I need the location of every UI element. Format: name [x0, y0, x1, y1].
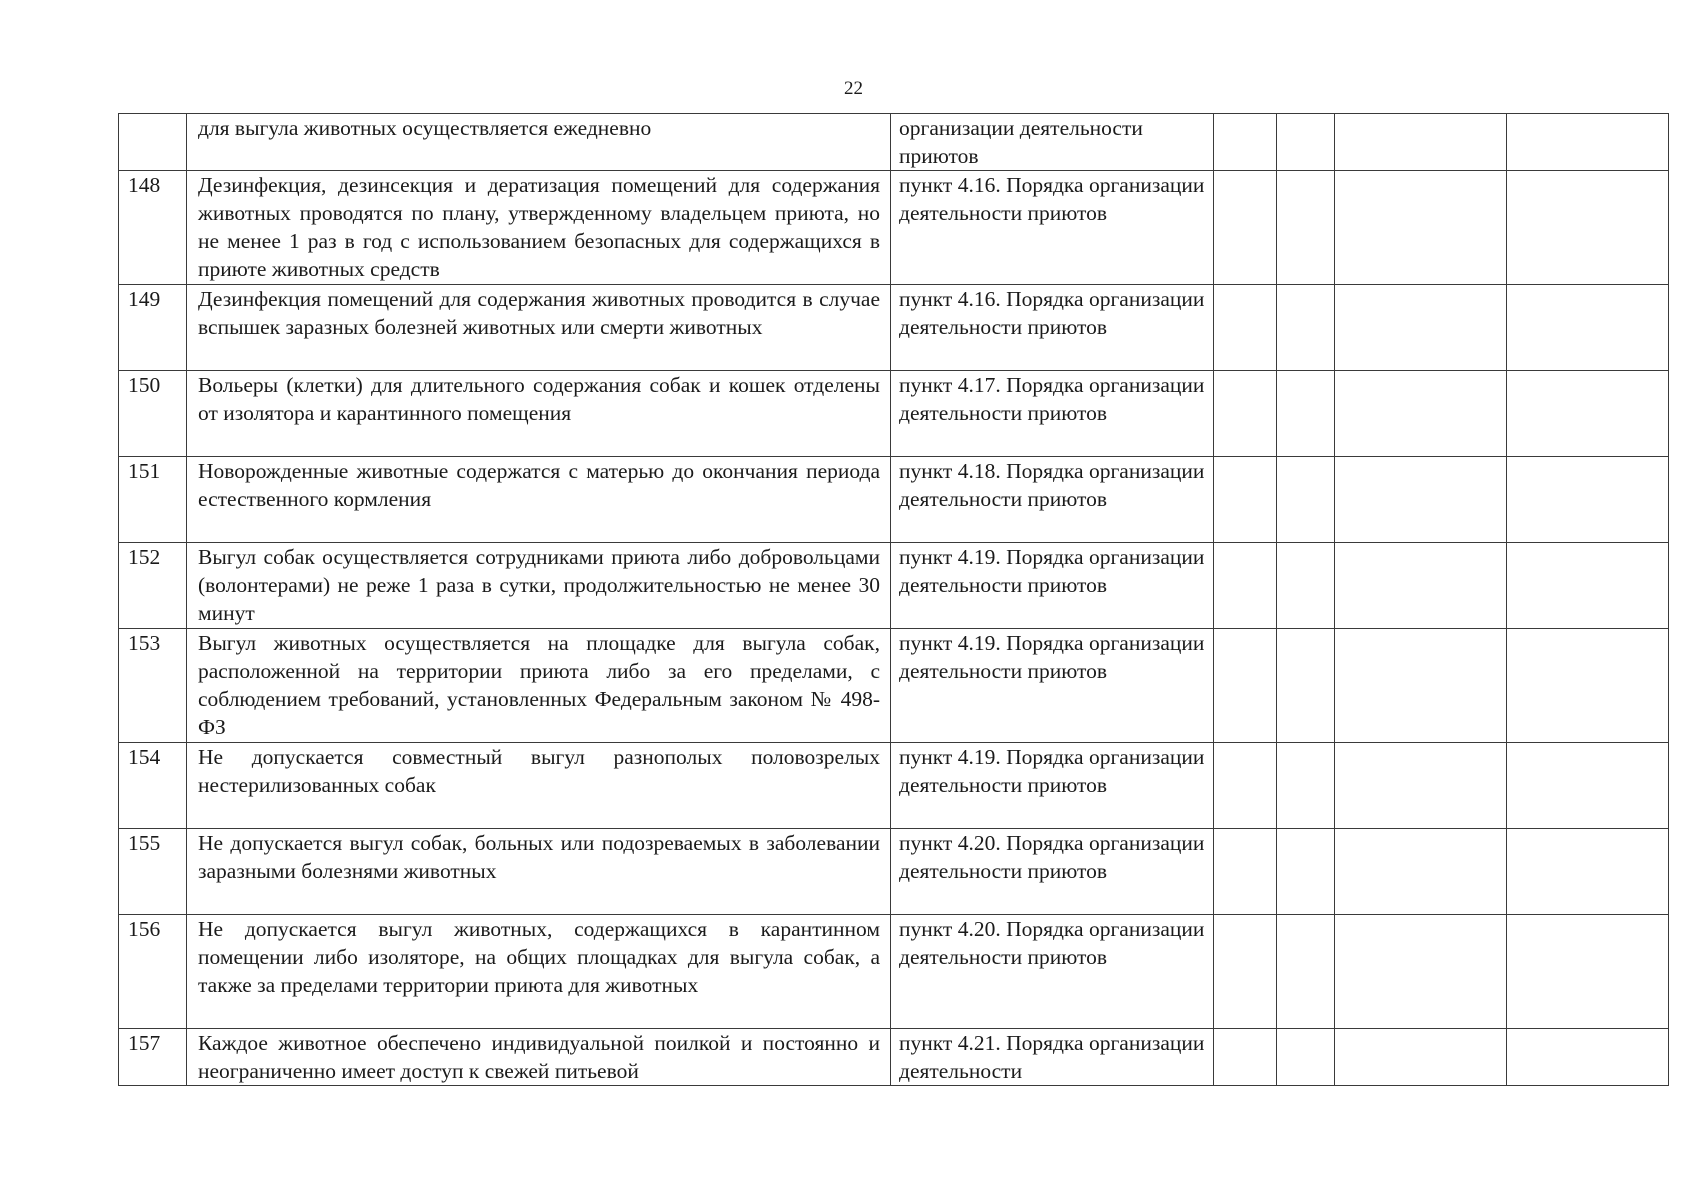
- empty-cell: [1335, 1029, 1507, 1086]
- row-number: 157: [119, 1029, 187, 1086]
- empty-cell: [1335, 743, 1507, 829]
- table-row: [119, 171, 1669, 285]
- empty-cell: [1277, 371, 1335, 457]
- empty-cell: [1335, 829, 1507, 915]
- legal-reference: пункт 4.19. Порядка организации деятельности приютов: [891, 629, 1214, 743]
- requirement-text: Не допускается выгул собак, больных или подозреваемых в заболевании заразными болезнями животных: [187, 829, 891, 915]
- empty-cell: [1507, 1029, 1669, 1086]
- row-number: 150: [119, 371, 187, 457]
- empty-cell: [1214, 629, 1277, 743]
- table-row: [119, 543, 1669, 629]
- empty-cell: [1277, 114, 1335, 171]
- empty-cell: [1214, 1029, 1277, 1086]
- requirement-text: Выгул животных осуществляется на площадке для выгула собак, расположенной на территории приюта либо за его пределами, с соблюдением требований, установленных Федеральным законом № 498-ФЗ: [187, 629, 891, 743]
- table-row: [119, 743, 1669, 829]
- empty-cell: [1507, 743, 1669, 829]
- requirement-text: для выгула животных осуществляется ежедневно: [187, 114, 891, 171]
- requirement-text: Не допускается выгул животных, содержащихся в карантинном помещении либо изоляторе, на общих площадках для выгула собак, а также за пределами территории приюта для животных: [187, 915, 891, 1029]
- empty-cell: [1214, 915, 1277, 1029]
- empty-cell: [1277, 171, 1335, 285]
- empty-cell: [1507, 114, 1669, 171]
- table-row: [119, 457, 1669, 543]
- empty-cell: [1277, 629, 1335, 743]
- row-number: 153: [119, 629, 187, 743]
- empty-cell: [1335, 629, 1507, 743]
- table-row: [119, 114, 1669, 171]
- legal-reference: пункт 4.20. Порядка организации деятельности приютов: [891, 829, 1214, 915]
- empty-cell: [1277, 743, 1335, 829]
- empty-cell: [1214, 371, 1277, 457]
- row-number: 151: [119, 457, 187, 543]
- empty-cell: [1335, 114, 1507, 171]
- empty-cell: [1335, 285, 1507, 371]
- row-number: 149: [119, 285, 187, 371]
- legal-reference: пункт 4.21. Порядка организации деятельности: [891, 1029, 1214, 1086]
- empty-cell: [1507, 629, 1669, 743]
- empty-cell: [1507, 285, 1669, 371]
- empty-cell: [1507, 543, 1669, 629]
- requirement-text: Каждое животное обеспечено индивидуальной поилкой и постоянно и неограниченно имеет доступ к свежей питьевой: [187, 1029, 891, 1086]
- empty-cell: [1277, 285, 1335, 371]
- empty-cell: [1507, 171, 1669, 285]
- table-row: [119, 629, 1669, 743]
- empty-cell: [1214, 171, 1277, 285]
- legal-reference: пункт 4.18. Порядка организации деятельности приютов: [891, 457, 1214, 543]
- legal-reference: пункт 4.20. Порядка организации деятельности приютов: [891, 915, 1214, 1029]
- empty-cell: [1507, 915, 1669, 1029]
- table-row: [119, 829, 1669, 915]
- empty-cell: [1277, 457, 1335, 543]
- empty-cell: [1335, 915, 1507, 1029]
- table-row: [119, 915, 1669, 1029]
- empty-cell: [1214, 543, 1277, 629]
- requirement-text: Не допускается совместный выгул разнополых половозрелых нестерилизованных собак: [187, 743, 891, 829]
- empty-cell: [1277, 1029, 1335, 1086]
- legal-reference: организации деятельности приютов: [891, 114, 1214, 171]
- row-number: 156: [119, 915, 187, 1029]
- legal-reference: пункт 4.16. Порядка организации деятельности приютов: [891, 171, 1214, 285]
- legal-reference: пункт 4.17. Порядка организации деятельности приютов: [891, 371, 1214, 457]
- requirement-text: Дезинфекция, дезинсекция и дератизация помещений для содержания животных проводятся по плану, утвержденному владельцем приюта, но не менее 1 раз в год с использованием безопасных для содержащихся в приюте животных средств: [187, 171, 891, 285]
- empty-cell: [1214, 285, 1277, 371]
- checklist-table: [118, 113, 1669, 1086]
- empty-cell: [1277, 829, 1335, 915]
- requirement-text: Дезинфекция помещений для содержания животных проводится в случае вспышек заразных болезней животных или смерти животных: [187, 285, 891, 371]
- table-row: [119, 1029, 1669, 1086]
- row-number: 148: [119, 171, 187, 285]
- empty-cell: [1214, 829, 1277, 915]
- row-number: 152: [119, 543, 187, 629]
- requirement-text: Выгул собак осуществляется сотрудниками приюта либо добровольцами (волонтерами) не реже 1 раза в сутки, продолжительностью не менее 30 минут: [187, 543, 891, 629]
- empty-cell: [1507, 829, 1669, 915]
- empty-cell: [1214, 743, 1277, 829]
- empty-cell: [1507, 457, 1669, 543]
- empty-cell: [1507, 371, 1669, 457]
- legal-reference: пункт 4.19. Порядка организации деятельности приютов: [891, 543, 1214, 629]
- requirement-text: Новорожденные животные содержатся с матерью до окончания периода естественного кормления: [187, 457, 891, 543]
- empty-cell: [1214, 457, 1277, 543]
- empty-cell: [1277, 915, 1335, 1029]
- page-number: 22: [844, 78, 863, 99]
- table-row: [119, 285, 1669, 371]
- row-number: 154: [119, 743, 187, 829]
- empty-cell: [1335, 171, 1507, 285]
- empty-cell: [1214, 114, 1277, 171]
- row-number: [119, 114, 187, 171]
- empty-cell: [1335, 371, 1507, 457]
- requirement-text: Вольеры (клетки) для длительного содержания собак и кошек отделены от изолятора и карантинного помещения: [187, 371, 891, 457]
- empty-cell: [1335, 457, 1507, 543]
- row-number: 155: [119, 829, 187, 915]
- empty-cell: [1335, 543, 1507, 629]
- table-row: [119, 371, 1669, 457]
- legal-reference: пункт 4.16. Порядка организации деятельности приютов: [891, 285, 1214, 371]
- empty-cell: [1277, 543, 1335, 629]
- legal-reference: пункт 4.19. Порядка организации деятельности приютов: [891, 743, 1214, 829]
